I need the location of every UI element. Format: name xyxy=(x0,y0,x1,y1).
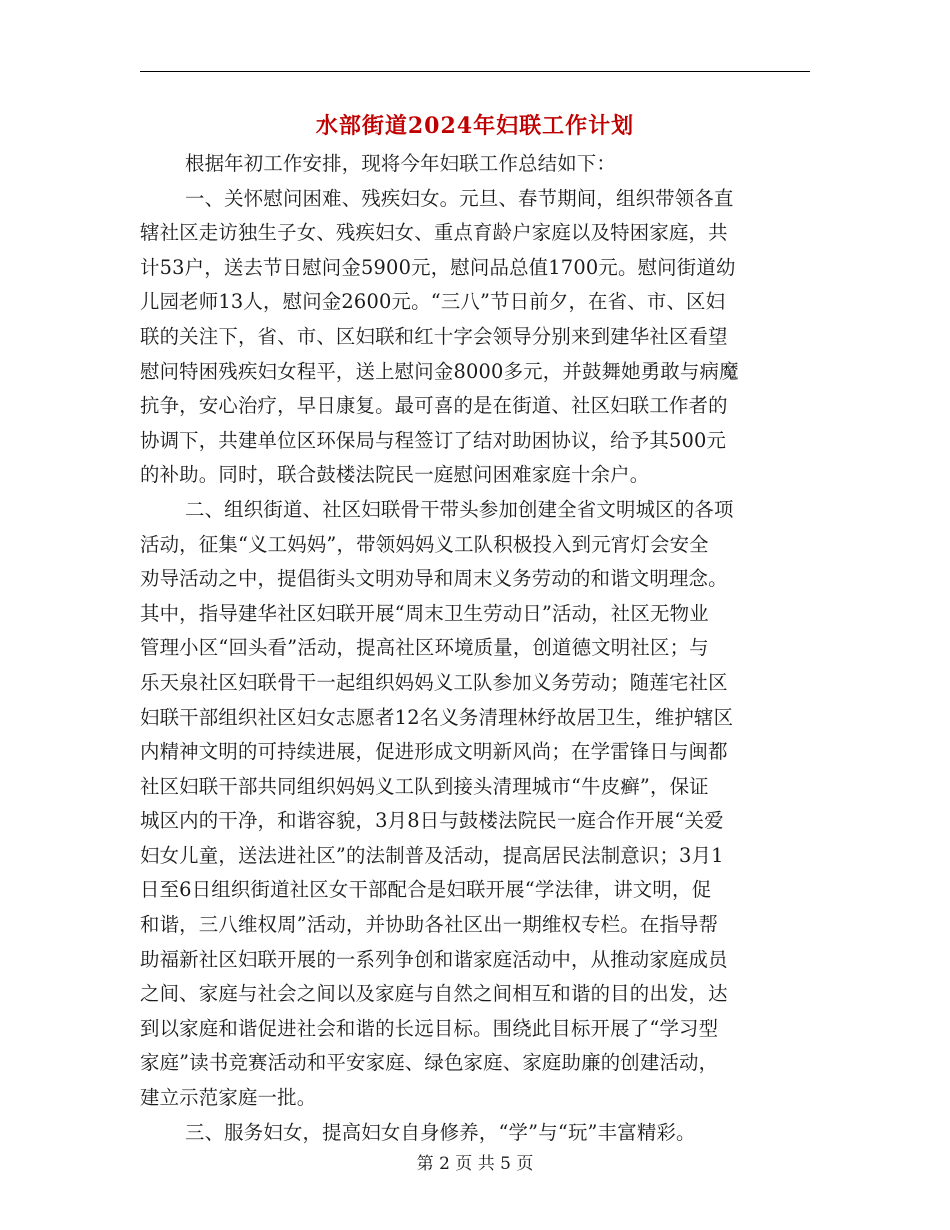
text-line: 社区妇联干部共同组织妈妈义工队到接头清理城市“牛皮癣”，保证 xyxy=(140,774,709,798)
text-line: 到以家庭和谐促进社会和谐的长远目标。围绕此目标开展了“学习型 xyxy=(140,1016,719,1040)
text-line: 城区内的干净，和谐容貌，3月8日与鼓楼法院民一庭合作开展“关爱 xyxy=(140,809,724,833)
text-line: 计53户，送去节日慰问金5900元，慰问品总值1700元。慰问街道幼 xyxy=(140,255,736,279)
text-line: 和谐，三八维权周”活动，并协助各社区出一期维权专栏。在指导帮 xyxy=(140,913,719,937)
text-line: 根据年初工作安排，现将今年妇联工作总结如下： xyxy=(185,152,616,175)
page-number: 第 2 页 共 5 页 xyxy=(416,1154,534,1174)
text-line: 一、关怀慰问困难、残疾妇女。元旦、春节期间，组织带领各直 xyxy=(185,186,734,210)
text-line: 三、服务妇女，提高妇女自身修养，“学”与“玩”丰富精彩。 xyxy=(185,1120,696,1144)
text-line: 内精神文明的可持续进展，促进形成文明新风尚；在学雷锋日与闽都 xyxy=(140,740,728,764)
text-line: 协调下，共建单位区环保局与程签订了结对助困协议，给予其500元 xyxy=(140,428,727,452)
text-line: 联的关注下，省、市、区妇联和红十字会领导分别来到建华社区看望 xyxy=(140,324,728,348)
document-body xyxy=(140,147,810,1150)
text-line: 慰问特困残疾妇女程平，送上慰问金8000多元，并鼓舞她勇敢与病魔 xyxy=(140,359,739,383)
text-line: 家庭”读书竞赛活动和平安家庭、绿色家庭、家庭助廉的创建活动， xyxy=(140,1051,719,1075)
text-line: 助福新社区妇联开展的一系列争创和谐家庭活动中，从推动家庭成员 xyxy=(140,947,728,971)
text-line: 活动，征集“义工妈妈”，带领妈妈义工队积极投入到元宵灯会安全 xyxy=(140,532,709,556)
text-line: 其中，指导建华社区妇联开展“周末卫生劳动日”活动，社区无物业 xyxy=(140,601,709,625)
text-line: 之间、家庭与社会之间以及家庭与自然之间相互和谐的目的出发，达 xyxy=(140,982,728,1006)
text-line: 的补助。同时，联合鼓楼法院民一庭慰问困难家庭十余户。 xyxy=(140,463,650,487)
text-line: 抗争，安心治疗，早日康复。最可喜的是在街道、社区妇联工作者的 xyxy=(140,394,728,418)
text-line: 劝导活动之中，提倡街头文明劝导和周末义务劳动的和谐文明理念。 xyxy=(140,567,728,591)
text-line: 日至6日组织街道社区女干部配合是妇联开展“学法律，讲文明，促 xyxy=(140,878,712,902)
text-line: 妇女儿童，送法进社区”的法制普及活动，提高居民法制意识；3月1 xyxy=(140,843,724,867)
text-line: 辖社区走访独生子女、残疾妇女、重点育龄户家庭以及特困家庭，共 xyxy=(140,221,728,245)
header-rule xyxy=(140,71,810,72)
document-title: 水部街道2024年妇联工作计划 xyxy=(315,113,635,139)
text-line: 乐天泉社区妇联骨干一起组织妈妈义工队参加义务劳动；随莲宅社区 xyxy=(140,670,728,694)
text-line: 儿园老师13人，慰问金2600元。“三八”节日前夕，在省、市、区妇 xyxy=(140,290,726,314)
text-line: 妇联干部组织社区妇女志愿者12名义务清理林纾故居卫生，维护辖区 xyxy=(140,705,734,729)
text-line: 建立示范家庭一批。 xyxy=(140,1086,317,1110)
text-line: 二、组织街道、社区妇联骨干带头参加创建全省文明城区的各项 xyxy=(185,497,734,521)
text-line: 管理小区“回头看”活动，提高社区环境质量，创道德文明社区；与 xyxy=(140,636,709,660)
